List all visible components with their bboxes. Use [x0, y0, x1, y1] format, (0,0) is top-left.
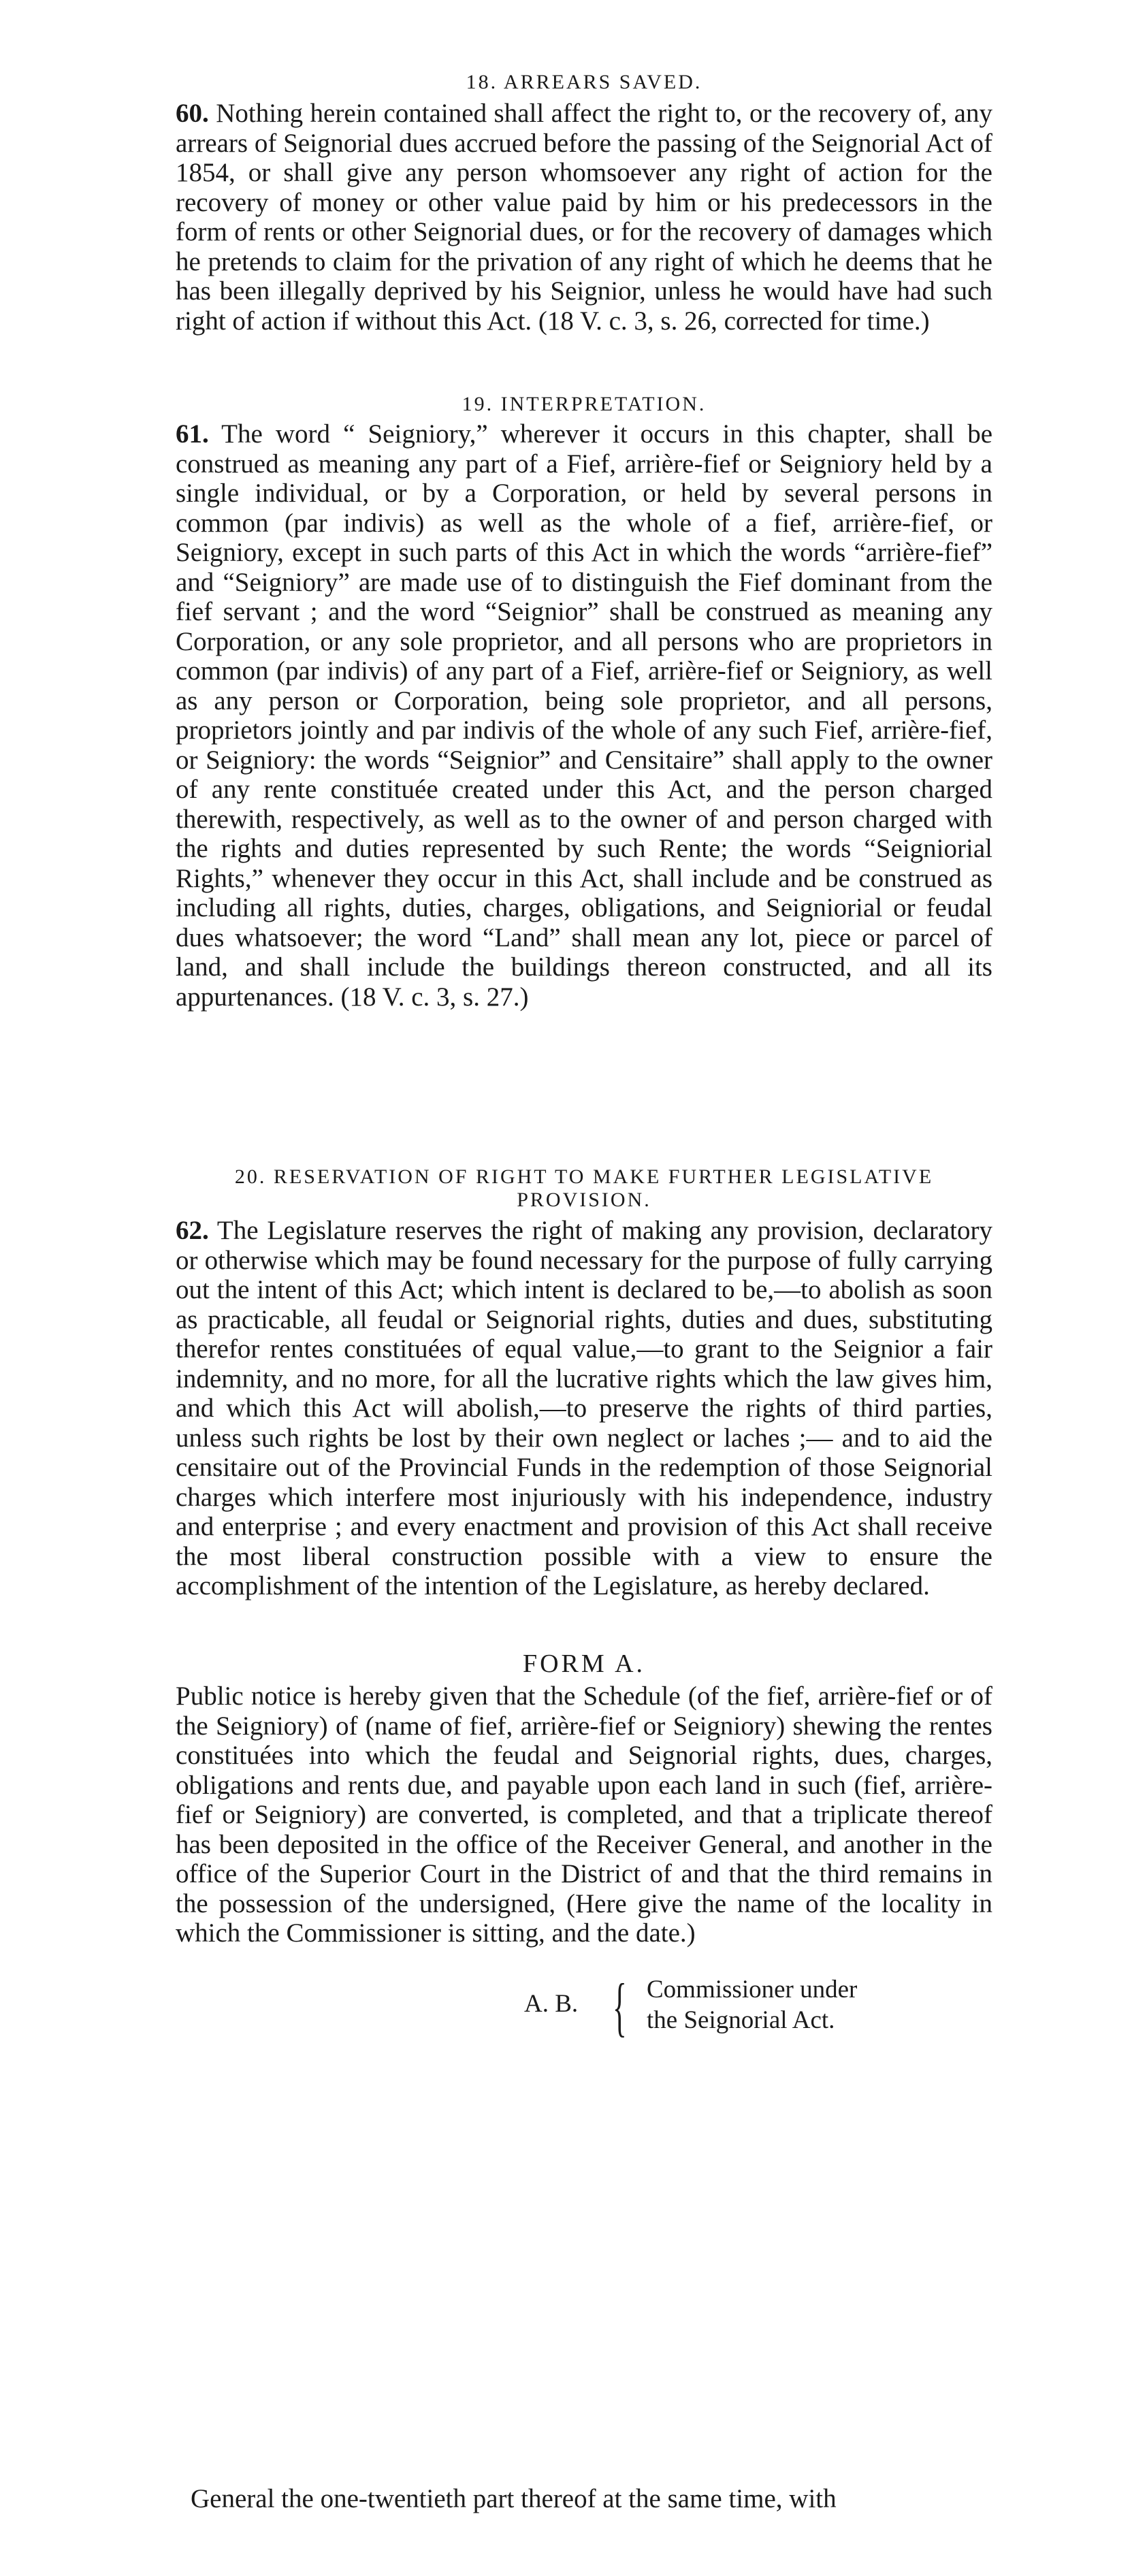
paragraph-text: Nothing herein contained shall affect the right to, or the recovery of, any arrears of Seignorial dues accrued before the passing of the Seignorial Act of 1854, or shall give any person whomsoever any right of action for the recovery of money or other value paid by him or his predecessors in the form of rents or other Seignorial dues, or for the recovery of damages which he pretends to claim for the privation of any right of which he deems that he has been illegally deprived by his Seignior, unless he would have had such right of action if without this Act. (18 V. c. 3, s. 26, corrected for time.): [176, 99, 992, 336]
signature-name: A. B.: [524, 1990, 579, 2018]
paragraph-60: [176, 99, 992, 336]
footer-text: General the one-twentieth part thereof at the same time, with: [191, 2484, 837, 2513]
brace-glyph: {: [613, 1970, 627, 2043]
paragraph-number: 62.: [176, 1216, 209, 1245]
paragraph-text: The Legislature reserves the right of making any provision, declaratory or otherwise which may be found necessary for the purpose of fully carrying out the intent of this Act; which intent is declared to be,—to abolish as soon as practicable, all feudal or Seignorial rights, duties and dues, substituting therefor rentes constituées of equal value,—to grant to the Seignior a fair indemnity, and no more, for all the lucrative rights which the law gives him, and which this Act will abolish,—to preserve the rights of third parties, unless such rights be lost by their own neglect or laches ;— and to aid the censitaire out of the Provincial Funds in the redemption of those Seignorial charges which interfere most injuriously with his independence, industry and enterprise ; and every enactment and provision of this Act shall receive the most liberal construction possible with a view to ensure the accomplishment of the intention of the Legislature, as hereby declared.: [176, 1216, 992, 1600]
paragraph-62: [176, 1216, 992, 1601]
section-heading-interpretation: 19. INTERPRETATION.: [462, 393, 707, 415]
form-a-body: [176, 1681, 992, 1948]
paragraph-text: The word “ Seigniory,” wherever it occurs in this chapter, shall be construed as meaning any part of a Fief, arrière-fief or Seigniory held by a single individual, or by a Corporation, or held by several persons in common (par indivis) as well as the whole of a fief, arrière-fief, or Seigniory, except in such parts of this Act in which the words “arrière-fief” and “Seigniory” are made use of to distinguish the Fief dominant from the fief servant ; and the word “Seignior” shall be construed as meaning any Corporation, or any sole proprietor, and all persons who are proprietors in common (par indivis) of any part of a Fief, arrière-fief or Seigniory, as well as any person or Corporation, being sole proprietor, and all persons, proprietors jointly and par indivis of the whole of any such Fief, arrière-fief, or Seigniory: the words “Seignior” and Censitaire” shall apply to the owner of any rente constituée created under this Act, and the person charged therewith, respectively, as well as to the owner of and person charged with the rights and duties represented by such Rente; the words “Seigniorial Rights,” whenever they occur in this Act, shall include and be construed as including all rights, duties, charges, obligations, and Seigniorial or feudal dues whatsoever; the word “Land” shall mean any lot, piece or parcel of land, and shall include the buildings thereon constructed, and all its appurtenances. (18 V. c. 3, s. 27.): [176, 419, 992, 1012]
paragraph-number: 61.: [176, 419, 209, 449]
section-heading-reservation: 20. RESERVATION OF RIGHT TO MAKE FURTHER LEGISLATIVE PROVISION.: [234, 1165, 934, 1211]
paragraph-number: 60.: [176, 99, 209, 128]
signature-role-line-1: Commissioner under: [647, 1976, 858, 2003]
section-heading-arrears-saved: 18. ARREARS SAVED.: [466, 71, 702, 93]
signature-role: [647, 1974, 1001, 2035]
form-heading: FORM A.: [522, 1649, 646, 1678]
signature-block: [524, 1970, 1001, 2056]
form-a-text: Public notice is hereby given that the Schedule (of the fief, arrière-fief or of the Seigniory) of (name of fief, arrière-fief or Seigniory) shewing the rentes constituées into which the feudal and Seignorial rights, dues, charges, obligations and rents due, and payable upon each land in such (fief, arrière-fief or Seigniory) are converted, is completed, and that a triplicate thereof has been deposited in the office of the Receiver General, and another in the office of the Superior Court in the District of and that the third remains in the possession of the undersigned, (Here give the name of the locality in which the Commissioner is sitting, and the date.): [176, 1681, 992, 1948]
signature-role-line-2: the Seignorial Act.: [647, 2006, 835, 2034]
paragraph-61: [176, 419, 992, 1012]
